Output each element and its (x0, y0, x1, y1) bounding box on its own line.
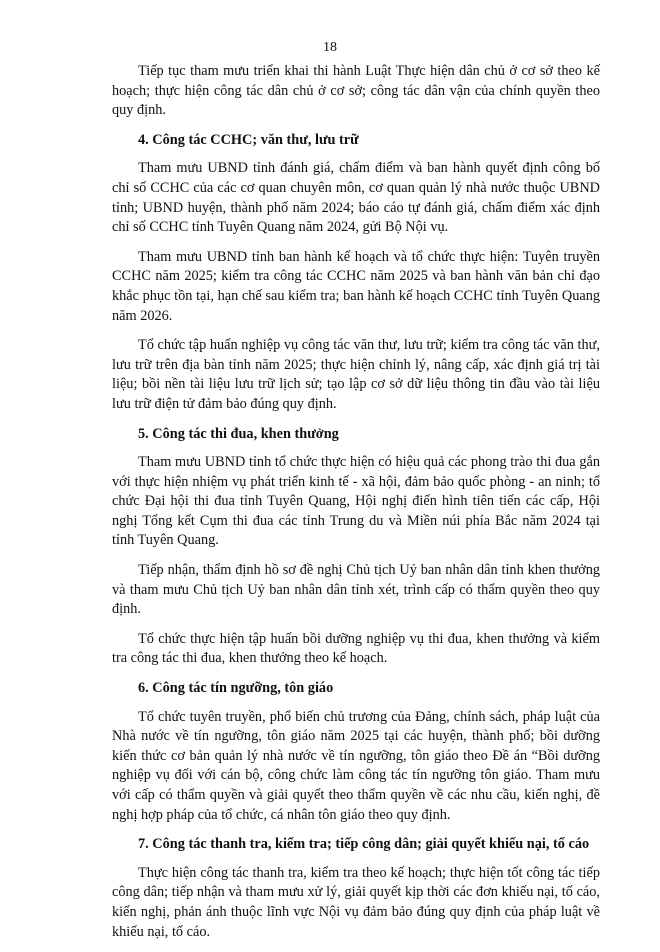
paragraph-thanh-tra-kiem-tra: Thực hiện công tác thanh tra, kiểm tra theo kế hoạch; thực hiện tốt công tác tiếp công dân; tiếp nhận và tham mưu xử lý, giải quyết kịp thời các đơn khiếu nại, tố cáo, kiến nghị, phản ánh thuộc lĩnh vực Nội vụ đảm bảo đúng quy định của pháp luật về khiếu nại, tố cáo. (112, 864, 600, 940)
page-number: 18 (323, 40, 337, 55)
paragraph-tham-dinh-khen-thuong: Tiếp nhận, thẩm định hồ sơ đề nghị Chủ tịch Uỷ ban nhân dân tỉnh khen thưởng và tham mưu Chủ tịch Uỷ ban nhân dân tỉnh xét, trình cấp có thẩm quyền theo quy định. (112, 562, 600, 618)
section-heading-5: 5. Công tác thi đua, khen thưởng (138, 425, 339, 442)
section-heading-7: 7. Công tác thanh tra, kiểm tra; tiếp công dân; giải quyết khiếu nại, tố cáo (138, 836, 590, 853)
paragraph-chi-so-cchc: Tham mưu UBND tỉnh đánh giá, chấm điểm và ban hành quyết định công bố chỉ số CCHC của các cơ quan chuyên môn, cơ quan quản lý nhà nước thuộc UBND tỉnh; UBND huyện, thành phố năm 2024; báo cáo tự đánh giá, chấm điểm xác định chỉ số CCHC tỉnh Tuyên Quang năm 2024, gửi Bộ Nội vụ. (112, 160, 600, 236)
document-body (112, 62, 600, 952)
paragraph-dan-chu: Tiếp tục tham mưu triển khai thi hành Luật Thực hiện dân chủ ở cơ sở theo kế hoạch; thực hiện công tác dân chủ ở cơ sở; công tác dân vận của chính quyền theo quy định. (112, 63, 600, 119)
paragraph-phong-trao-thi-dua: Tham mưu UBND tỉnh tổ chức thực hiện có hiệu quả các phong trào thi đua gắn với thực hiện nhiệm vụ phát triển kinh tế - xã hội, đảm bảo quốc phòng - an ninh; tổ chức Đại hội thi đua tỉnh Tuyên Quang, Hội nghị điển hình tiên tiến các cấp, Hội nghị Tổng kết Cụm thi đua các tỉnh Trung du và Miền núi phía Bắc năm 2024 tại tỉnh Tuyên Quang. (112, 454, 600, 549)
paragraph-tin-nguong-ton-giao: Tổ chức tuyên truyền, phổ biến chủ trương của Đảng, chính sách, pháp luật của Nhà nước về tín ngưỡng, tôn giáo năm 2025 tại các huyện, thành phố; bồi dưỡng kiến thức cơ bản quản lý nhà nước về tín ngưỡng, tôn giáo theo Đề án “Bồi dưỡng nghiệp vụ đối với cán bộ, công chức làm công tác tín ngưỡng tôn giáo. Tham mưu với cấp có thẩm quyền và giải quyết theo thẩm quyền về các nhu cầu, kiến nghị, đề nghị hợp pháp của tổ chức, cá nhân tôn giáo theo quy định. (112, 708, 600, 823)
paragraph-van-thu-luu-tru: Tổ chức tập huấn nghiệp vụ công tác văn thư, lưu trữ; kiểm tra công tác văn thư, lưu trữ trên địa bàn tỉnh năm 2025; thực hiện chỉnh lý, nâng cấp, xác định giá trị tài liệu; bồi nền tài liệu lưu trữ lịch sử; tạo lập cơ sở dữ liệu thông tin đầu vào tài liệu lưu trữ điện tử đảm bảo đúng quy định. (112, 337, 600, 412)
paragraph-ke-hoach-cchc: Tham mưu UBND tỉnh ban hành kế hoạch và tổ chức thực hiện: Tuyên truyền CCHC năm 2025; kiểm tra công tác CCHC năm 2025 và ban hành văn bản chỉ đạo khắc phục tồn tại, hạn chế sau kiểm tra; ban hành kế hoạch CCHC tỉnh Tuyên Quang năm 2026. (112, 248, 600, 324)
paragraph-tap-huan-thi-dua: Tổ chức thực hiện tập huấn bồi dưỡng nghiệp vụ thi đua, khen thưởng và kiểm tra công tác thi đua, khen thưởng theo kế hoạch. (112, 630, 600, 667)
section-heading-4: 4. Công tác CCHC; văn thư, lưu trữ (138, 131, 359, 148)
section-heading-6: 6. Công tác tín ngưỡng, tôn giáo (138, 680, 334, 697)
